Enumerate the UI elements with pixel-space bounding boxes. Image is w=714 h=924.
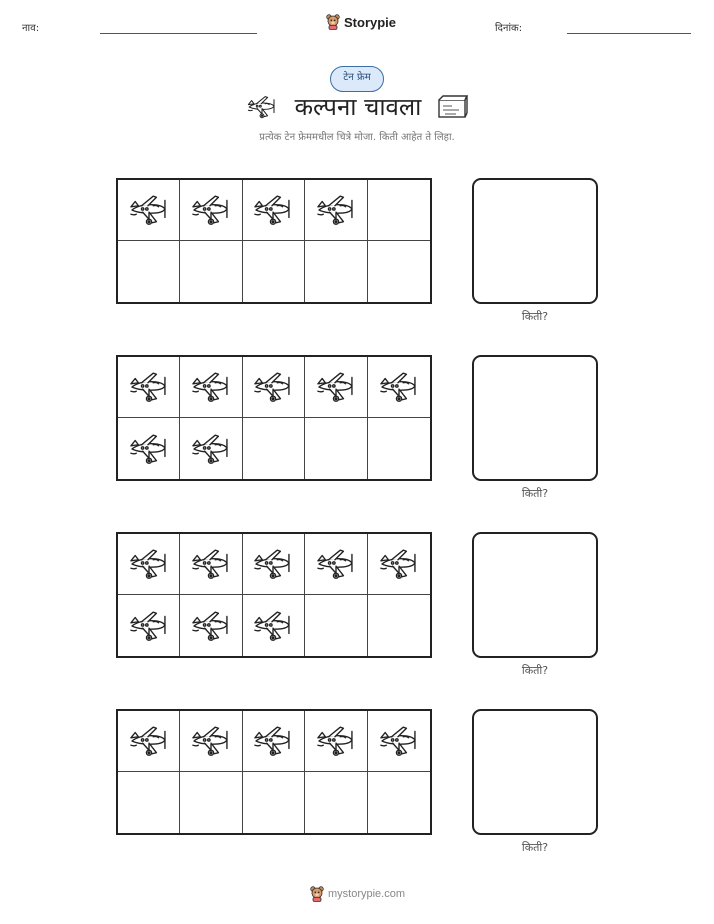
ten-frame-cell-filled <box>368 534 430 595</box>
ten-frame-cell-empty <box>180 772 242 833</box>
ten-frame <box>116 709 432 835</box>
airplane-icon <box>127 370 171 404</box>
answer-box[interactable] <box>472 532 598 658</box>
ten-frame-cell-filled <box>180 711 242 772</box>
ten-frame-cell-filled <box>368 357 430 418</box>
ten-frame-cell-filled <box>243 711 305 772</box>
ten-frame-cell-empty <box>180 241 242 302</box>
instruction-text: प्रत्येक टेन फ्रेममधील चित्रे मोजा. किती आहेत ते लिहा. <box>259 132 455 143</box>
ten-frame-cell-empty <box>118 241 180 302</box>
airplane-icon <box>127 724 171 758</box>
ten-frame-cell-filled <box>118 534 180 595</box>
ten-frame <box>116 532 432 658</box>
ten-frame-cell-empty <box>305 418 367 479</box>
ten-frame-cell-filled <box>305 534 367 595</box>
airplane-icon <box>127 609 171 643</box>
ten-frame-cell-filled <box>243 534 305 595</box>
airplane-icon <box>314 724 358 758</box>
brand-name: Storypie <box>344 14 397 30</box>
airplane-icon <box>189 370 233 404</box>
airplane-icon <box>127 432 171 466</box>
airplane-icon <box>189 547 233 581</box>
answer-box[interactable] <box>472 178 598 304</box>
airplane-icon <box>377 724 421 758</box>
answer-label: किती? <box>521 841 549 854</box>
ten-frame-cell-filled <box>368 711 430 772</box>
ten-frame-cell-filled <box>180 180 242 241</box>
airplane-icon <box>377 547 421 581</box>
ten-frame-cell-filled <box>243 357 305 418</box>
name-line[interactable] <box>100 33 257 34</box>
worksheet-title: कल्पना चावला <box>294 93 422 121</box>
footer <box>310 886 405 902</box>
ten-frame-cell-filled <box>243 180 305 241</box>
airplane-icon <box>251 724 295 758</box>
ten-frame-cell-empty <box>368 772 430 833</box>
airplane-icon <box>314 193 358 227</box>
answer-box[interactable] <box>472 355 598 481</box>
ten-frame-cell-filled <box>118 595 180 656</box>
brand-logo <box>326 14 396 30</box>
ten-frame-cell-filled <box>243 595 305 656</box>
answer-label: किती? <box>521 487 549 500</box>
ten-frame-cell-empty <box>305 595 367 656</box>
airplane-icon <box>377 370 421 404</box>
airplane-icon <box>251 547 295 581</box>
airplane-icon <box>189 724 233 758</box>
topic-tag: टेन फ्रेम <box>330 66 384 92</box>
ten-frame-cell-filled <box>180 418 242 479</box>
ten-frame-cell-empty <box>368 180 430 241</box>
ten-frame-cell-empty <box>368 595 430 656</box>
book-icon <box>437 94 469 120</box>
airplane-icon <box>251 370 295 404</box>
airplane-icon <box>189 193 233 227</box>
name-label: नाव: <box>22 23 40 34</box>
ten-frame <box>116 178 432 304</box>
ten-frame-cell-filled <box>180 534 242 595</box>
airplane-icon <box>189 609 233 643</box>
ten-frame-cell-empty <box>243 241 305 302</box>
ten-frame-cell-filled <box>118 418 180 479</box>
answer-label: किती? <box>521 310 549 323</box>
ten-frame-cell-filled <box>118 180 180 241</box>
airplane-icon <box>251 609 295 643</box>
bear-icon <box>326 14 340 30</box>
ten-frame-cell-empty <box>305 241 367 302</box>
ten-frame-cell-filled <box>118 357 180 418</box>
airplane-icon <box>246 94 278 120</box>
ten-frame-cell-empty <box>243 772 305 833</box>
airplane-icon <box>127 193 171 227</box>
ten-frame-cell-filled <box>305 711 367 772</box>
ten-frame-cell-filled <box>305 357 367 418</box>
ten-frame <box>116 355 432 481</box>
date-label: दिनांक: <box>495 23 523 34</box>
footer-url: mystorypie.com <box>328 888 406 900</box>
ten-frame-cell-filled <box>180 357 242 418</box>
ten-frame-cell-empty <box>243 418 305 479</box>
answer-box[interactable] <box>472 709 598 835</box>
date-line[interactable] <box>567 33 691 34</box>
ten-frame-cell-filled <box>305 180 367 241</box>
ten-frame-cell-filled <box>118 711 180 772</box>
ten-frame-cell-empty <box>118 772 180 833</box>
bear-icon <box>310 886 324 902</box>
airplane-icon <box>314 370 358 404</box>
airplane-icon <box>127 547 171 581</box>
answer-label: किती? <box>521 664 549 677</box>
airplane-icon <box>189 432 233 466</box>
airplane-icon <box>314 547 358 581</box>
ten-frame-cell-filled <box>180 595 242 656</box>
airplane-icon <box>251 193 295 227</box>
ten-frame-cell-empty <box>305 772 367 833</box>
ten-frame-cell-empty <box>368 418 430 479</box>
ten-frame-cell-empty <box>368 241 430 302</box>
